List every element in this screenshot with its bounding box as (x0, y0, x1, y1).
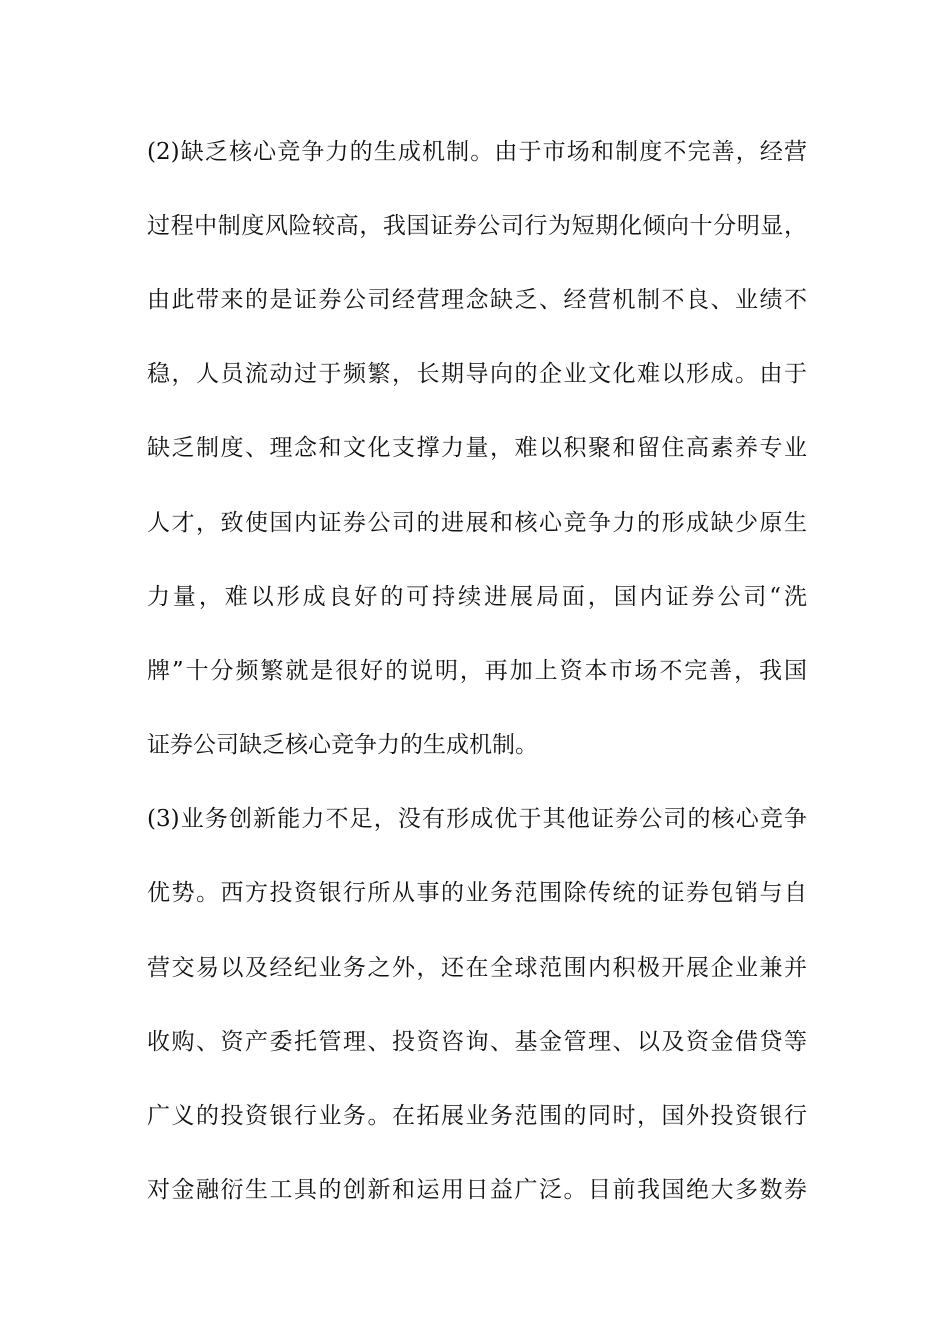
paragraph-2-line-9: 证券公司缺乏核心竞争力的生成机制。 (147, 732, 538, 758)
paragraph-2-line-5: 缺乏制度、理念和文化支撑力量，难以积聚和留住高素养专业 (147, 435, 807, 461)
paragraph-3-line-3: 营交易以及经纪业务之外，还在全球范围内积极开展企业兼并 (147, 955, 807, 981)
paragraph-3-line-2: 优势。西方投资银行所从事的业务范围除传统的证券包销与自 (147, 880, 807, 906)
paragraph-2-line-7: 力量，难以形成良好的可持续进展局面，国内证券公司“洗 (147, 584, 807, 610)
paragraph-2-line-2: 过程中制度风险较高，我国证券公司行为短期化倾向十分明显， (147, 213, 807, 239)
paragraph-3-line-5: 广义的投资银行业务。在拓展业务范围的同时，国外投资银行 (147, 1103, 807, 1129)
paragraph-3-line-4: 收购、资产委托管理、投资咨询、基金管理、以及资金借贷等 (147, 1029, 807, 1055)
paragraph-3-line-6: 对金融衍生工具的创新和运用日益广泛。目前我国绝大多数券 (147, 1177, 807, 1203)
paragraph-2-line-8: 牌”十分频繁就是很好的说明，再加上资本市场不完善，我国 (147, 658, 807, 684)
paragraph-2-line-6: 人才，致使国内证券公司的进展和核心竞争力的形成缺少原生 (147, 510, 807, 536)
paragraph-2-line-1: (2)缺乏核心竞争力的生成机制。由于市场和制度不完善，经营 (147, 139, 807, 165)
paragraph-3-line-1: (3)业务创新能力不足，没有形成优于其他证券公司的核心竞争 (147, 806, 807, 832)
paragraph-2-line-4: 稳，人员流动过于频繁，长期导向的企业文化难以形成。由于 (147, 361, 807, 387)
paragraph-2-line-3: 由此带来的是证券公司经营理念缺乏、经营机制不良、业绩不 (147, 287, 807, 313)
